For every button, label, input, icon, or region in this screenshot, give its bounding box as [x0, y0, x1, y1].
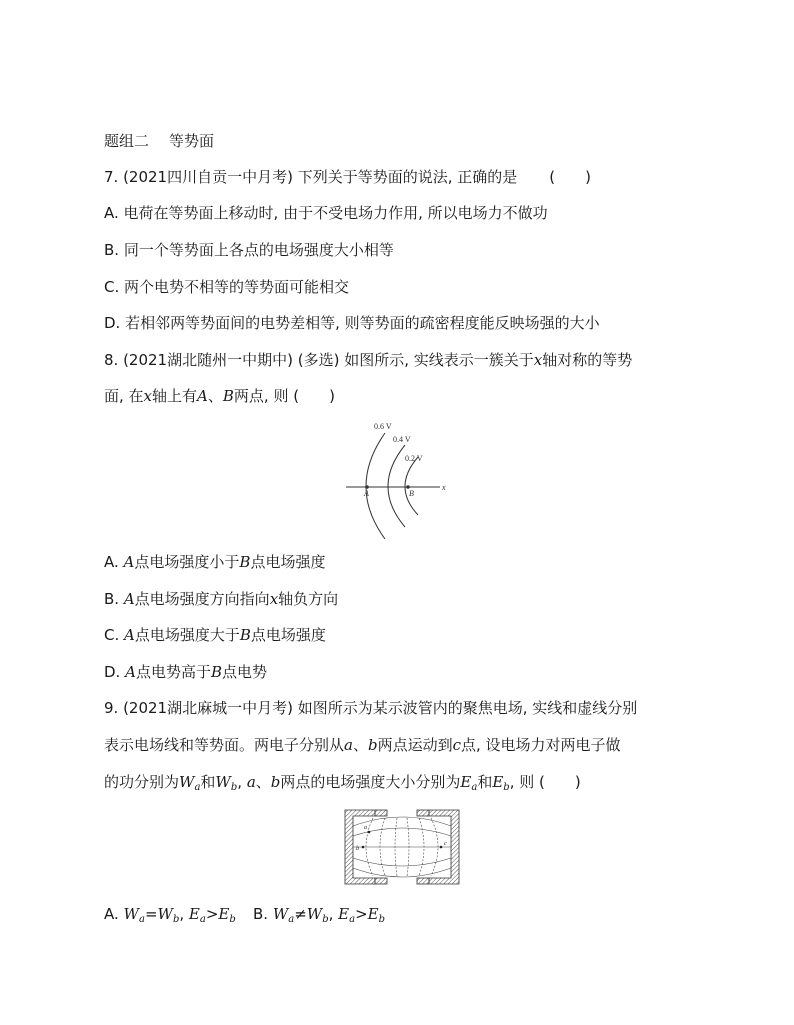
q8-option-b: B. A点电场强度方向指向x轴负方向: [104, 590, 339, 608]
label-x-axis: x: [442, 483, 446, 492]
field-line: [353, 817, 451, 826]
q9-stem-line2: 表示电场线和等势面。两电子分别从a、b两点运动到c点, 设电场力对两电子做: [104, 736, 621, 754]
q8-option-a: A. A点电场强度小于B点电场强度: [104, 553, 326, 571]
label-c: c: [444, 841, 447, 847]
point-b-dot: [362, 846, 365, 849]
q8-option-c: C. A点电场强度大于B点电场强度: [104, 626, 326, 644]
point-c-dot: [440, 846, 443, 849]
q8-stem-line1: 8. (2021湖北随州一中期中) (多选) 如图所示, 实线表示一簇关于x轴对称的等势: [104, 351, 633, 369]
bottom-left-plate: [375, 878, 387, 884]
q9-stem-line3: 的功分别为$W_a$和$W_b$, a、b两点的电场强度大小分别为$E_a$和$E_b$, 则 ( ): [104, 773, 581, 793]
label-0.6v: 0.6 V: [374, 422, 392, 431]
section-header: [104, 131, 214, 151]
label-0.4v: 0.4 V: [393, 435, 411, 444]
label-point-a: A: [364, 489, 369, 498]
equipotential-arc-0.4: [388, 445, 405, 527]
label-0.2v: 0.2 V: [405, 454, 423, 463]
equipotential-arc-0.6: [366, 433, 385, 539]
q8-stem-line2: 面, 在x轴上有A、B两点, 则 ( ): [104, 387, 335, 405]
section-label: 题组二: [104, 132, 150, 150]
q9-stem-line1: 9. (2021湖北麻城一中月考) 如图所示为某示波管内的聚焦电场, 实线和虚线分别: [104, 699, 638, 717]
q8-option-d: D. A点电势高于B点电势: [104, 663, 267, 681]
focusing-field-figure: [343, 806, 461, 888]
answer-paren: ( ): [549, 168, 591, 186]
label-point-b: B: [409, 489, 414, 498]
top-right-plate: [417, 810, 429, 816]
bottom-right-plate: [417, 878, 429, 884]
label-b: b: [356, 846, 359, 852]
q7-option-d: D. 若相邻两等势面间的电势差相等, 则等势面的疏密程度能反映场强的大小: [104, 314, 600, 332]
point-a-dot: [368, 831, 371, 834]
q7-option-a: A. 电荷在等势面上移动时, 由于不受电场力作用, 所以电场力不做功: [104, 204, 548, 222]
q7-option-c: C. 两个电势不相等的等势面可能相交: [104, 278, 350, 296]
q9-option-b: B. $W_a\ne W_b$, $E_a>E_b$: [253, 905, 386, 925]
field-line: [353, 868, 451, 877]
label-a: a: [364, 825, 367, 831]
top-left-plate: [375, 810, 387, 816]
q9-option-a: A. $W_a=W_b$, $E_a>E_b$: [104, 905, 236, 925]
field-line: [353, 858, 451, 866]
q7-option-b: B. 同一个等势面上各点的电场强度大小相等: [104, 241, 394, 259]
q7-stem: 7. (2021四川自贡一中月考) 下列关于等势面的说法, 正确的是 ( ): [104, 168, 591, 186]
section-topic: 等势面: [169, 132, 215, 150]
equipotential-figure: [338, 415, 458, 541]
